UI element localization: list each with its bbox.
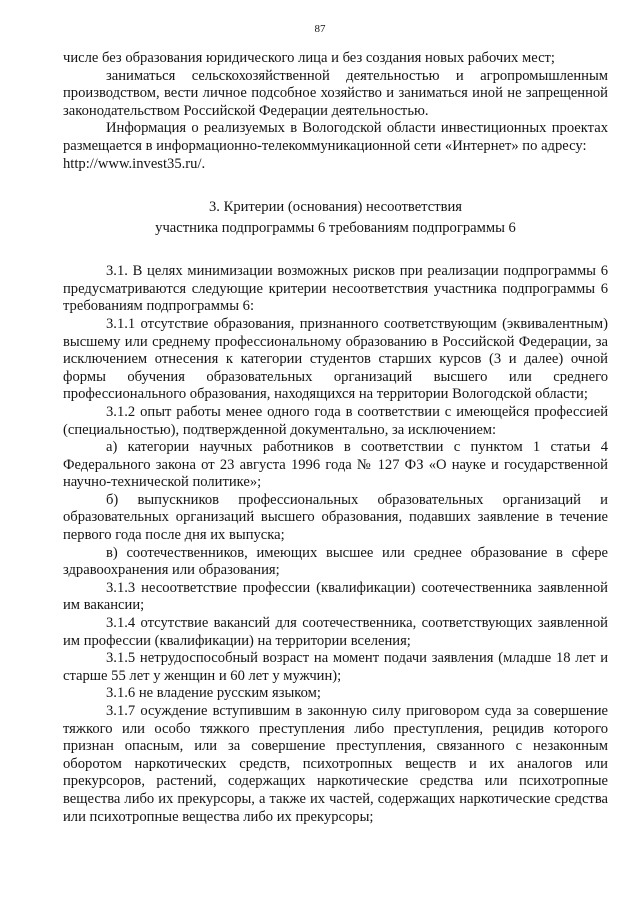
criteria-3-1-7: 3.1.7 осуждение вступившим в законную силу приговором суда за совершение тяжкого или особо тяжкого преступления либо преступления, рецидив которого признан опасным, или за совершение преступления, связанного с незаконным оборотом наркотических средств, психотропных веществ и их аналогов или прекурсоров, растений, содержащих наркотические средства или психотропные вещества либо их прекурсоры, а также их частей, содержащих наркотические средства или психотропные вещества либо их прекурсоры; — [63, 703, 608, 825]
criteria-3-1-3: 3.1.3 несоответствие профессии (квалификации) соотечественника заявленной им вакансии; — [63, 579, 608, 614]
criteria-3-1-2-a: а) категории научных работников в соответствии с пунктом 1 статьи 4 Федерального закона от 23 августа 1996 года № 127 ФЗ «О науке и государственной научно-технической политике»; — [63, 439, 608, 491]
criteria-3-1-2-v: в) соотечественников, имеющих высшее или среднее образование в сфере здравоохранения или образования; — [63, 544, 608, 579]
criteria-3-1-1: 3.1.1 отсутствие образования, признанного соответствующим (эквивалентным) высшему или среднему профессиональному образованию в Российской Федерации, за исключением отнесения к категории студентов старших курсов (3 и далее) очной формы обучения образовательных организаций высшего или среднего профессионального образования, находящихся на территории Вологодской области; — [63, 315, 608, 403]
page-number: 87 — [314, 23, 326, 35]
section-heading — [63, 197, 608, 239]
intro-paragraph-3: Информация о реализуемых в Вологодской области инвестиционных проектах размещается в информационно-телекоммуникационной сети «Интернет» по адресу: — [63, 120, 608, 154]
section-heading-line-2: участника подпрограммы 6 требованиям подпрограммы 6 — [155, 220, 516, 237]
document-body — [63, 50, 608, 826]
criteria-3-1-5: 3.1.5 нетрудоспособный возраст на момент подачи заявления (младше 18 лет и старше 55 лет у женщин и 60 лет у мужчин); — [63, 650, 608, 684]
criteria-3-1-2: 3.1.2 опыт работы менее одного года в соответствии с имеющейся профессией (специальностью), подтвержденной документально, за исключением: — [63, 403, 608, 438]
criteria-3-1: 3.1. В целях минимизации возможных рисков при реализации подпрограммы 6 предусматриваются следующие критерии несоответствия участника подпрограммы 6 требованиям подпрограммы 6: — [63, 263, 608, 315]
criteria-3-1-4: 3.1.4 отсутствие вакансий для соотечественника, соответствующих заявленной им профессии (квалификации) на территории вселения; — [63, 615, 608, 649]
criteria-3-1-6: 3.1.6 не владение русским языком; — [106, 685, 321, 702]
intro-paragraph-2: заниматься сельскохозяйственной деятельностью и агропромышленным производством, вести личное подсобное хозяйство и заниматься иной не запрещенной законодательством Российской Федерации деятельностью. — [63, 67, 608, 119]
intro-paragraph-1: числе без образования юридического лица и без создания новых рабочих мест; — [63, 50, 555, 66]
criteria-3-1-2-b: б) выпускников профессиональных образовательных организаций и образовательных организаций высшего образования, подавших заявление в течение первого года после дня их выпуска; — [63, 491, 608, 544]
invest-url-link[interactable]: http://www.invest35.ru/. — [63, 155, 206, 172]
section-heading-line-1: 3. Критерии (основания) несоответствия — [209, 199, 462, 216]
